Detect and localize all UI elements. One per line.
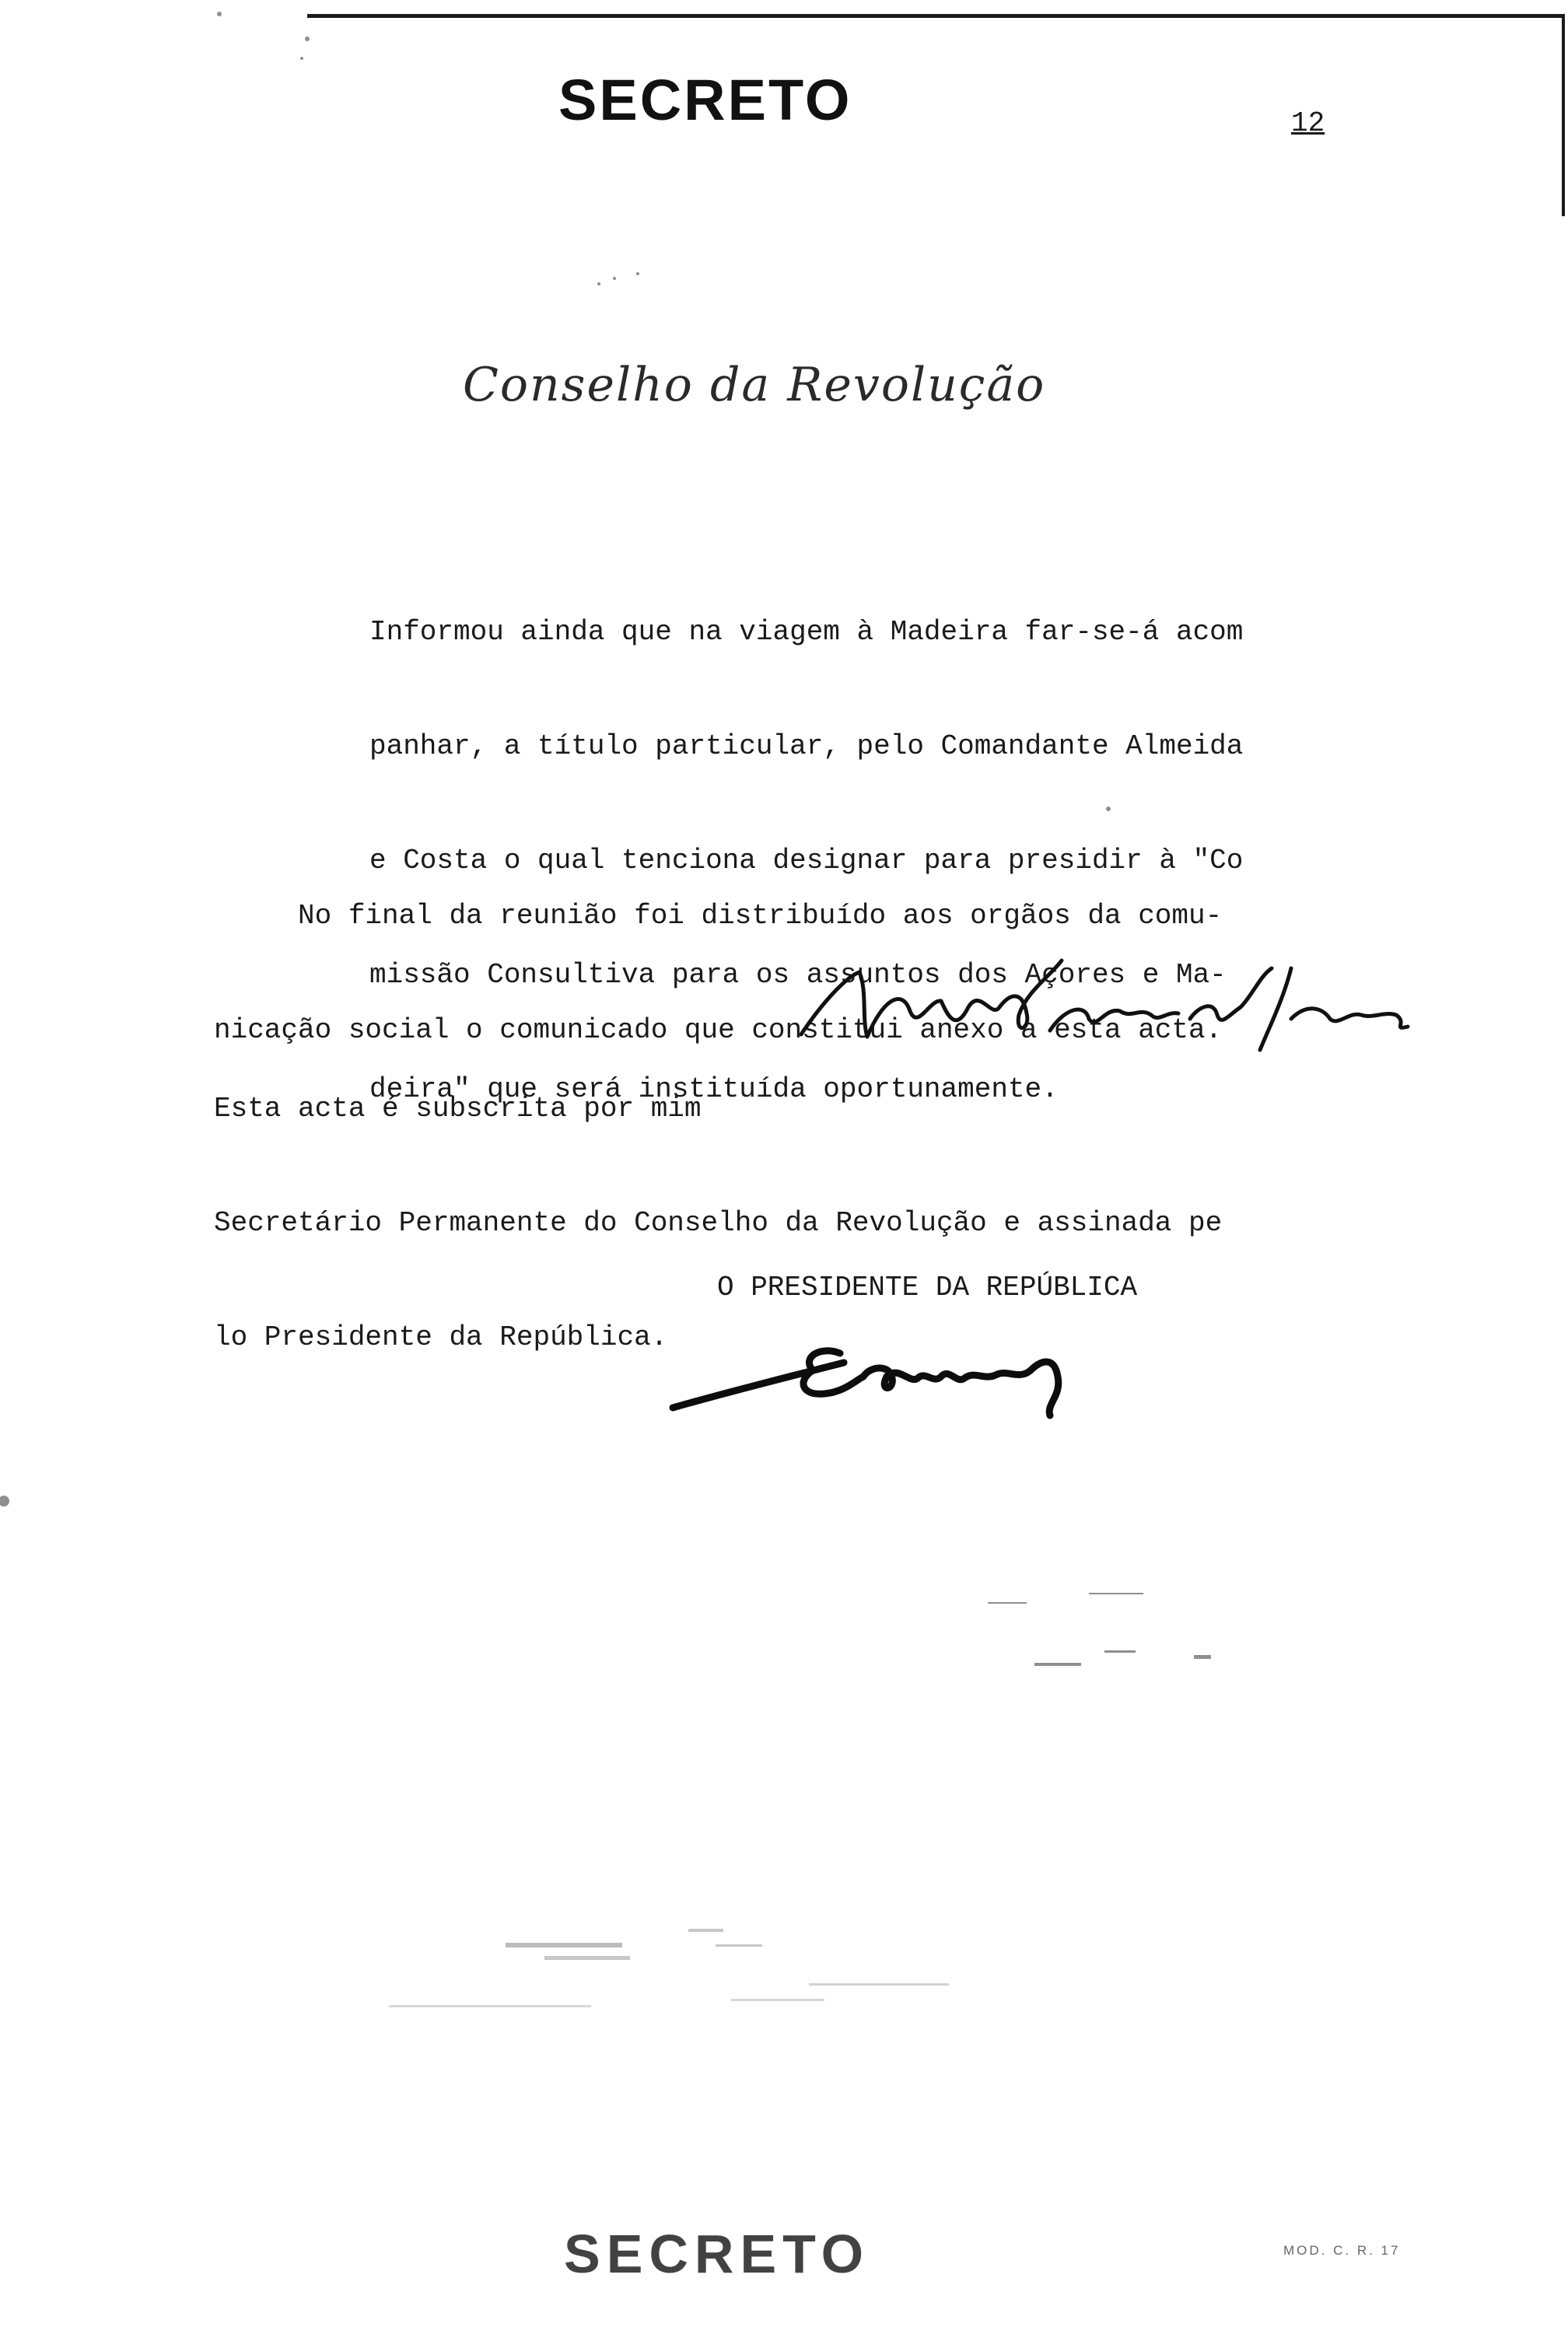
top-border-line	[307, 14, 1563, 18]
text-line: missão Consultiva para os assuntos dos Açores e Ma-	[369, 959, 1227, 991]
text-line: panhar, a título particular, pelo Comandante Almeida	[369, 730, 1244, 762]
right-border-line	[1562, 14, 1565, 216]
text-line: nicação social o comunicado que constitui anexo a esta acta.	[214, 1014, 1223, 1046]
signoff-title: O PRESIDENTE DA REPÚBLICA	[717, 1272, 1138, 1303]
text-line: No final da reunião foi distribuído aos orgãos da comu-	[214, 900, 1223, 932]
classification-stamp-bottom: SECRETO	[564, 2224, 870, 2284]
text-line: Secretário Permanente do Conselho da Revolução e assinada pe	[214, 1207, 1223, 1239]
text-line: lo Presidente da República.	[214, 1321, 668, 1353]
text-line: e Costa o qual tenciona designar para presidir à "Co	[369, 845, 1244, 877]
text-line: deira" que será instituída oportunamente.	[369, 1073, 1059, 1105]
president-signature	[665, 1322, 1147, 1431]
text-line: Esta acta é subscrita por mim	[214, 1093, 702, 1125]
page-number: 12	[1291, 107, 1325, 139]
secretary-signature	[793, 945, 1416, 1054]
text-line: Informou ainda que na viagem à Madeira far-se-á acom	[369, 616, 1244, 648]
form-code: MOD. C. R. 17	[1283, 2243, 1401, 2258]
classification-stamp-top: SECRETO	[558, 68, 852, 132]
council-letterhead: Conselho da Revolução	[463, 358, 1046, 412]
